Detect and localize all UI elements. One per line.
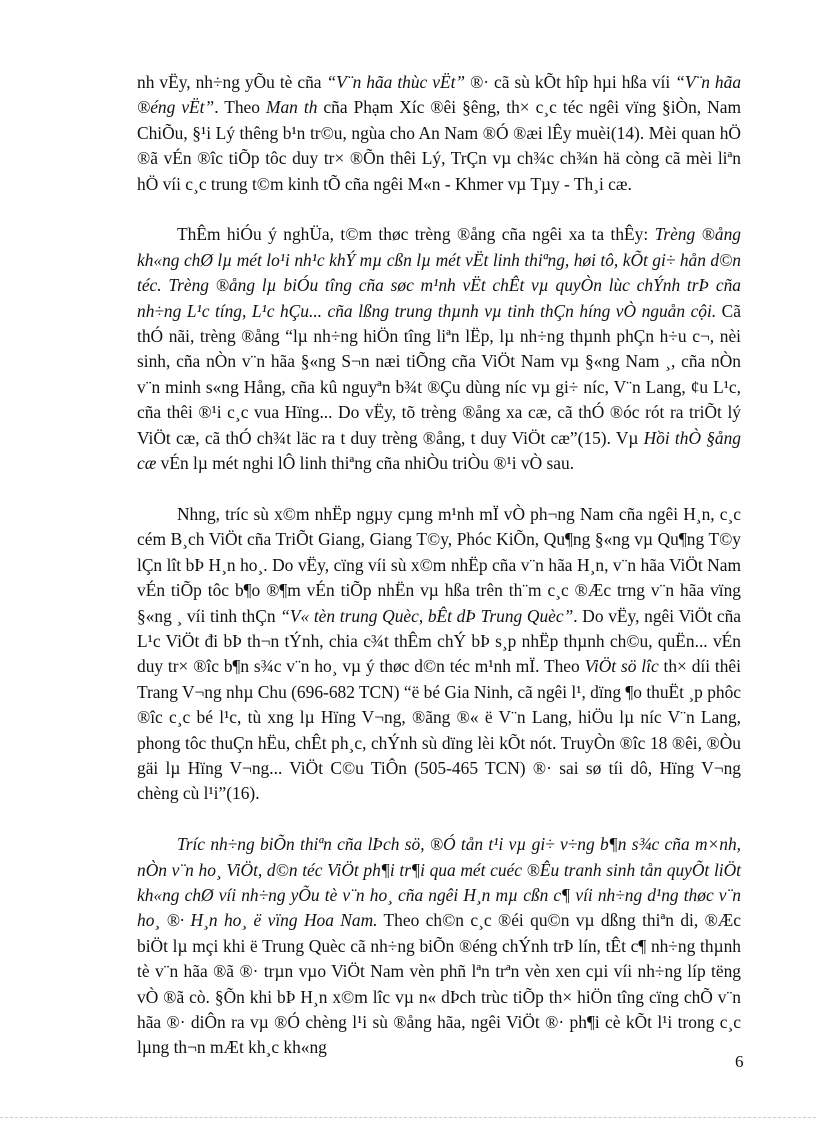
text-run: . Theo <box>214 97 266 118</box>
paragraph-gap <box>137 197 741 222</box>
text-run: nh vËy, nh÷ng yÕu tè cña <box>137 72 327 92</box>
text-run: th× díi thêi Trang V¬ng nhµ Chu (696-682 TCN) “ë bé Gia Ninh, cã ngêi l¹, dïng ¶o thuËt ¸p phôc ®îc c¸c bé l¹c, tù xng lµ Hïng V¬ng, ®ãng ®« ë V¨n Lang, hiÖu lµ níc V¨n Lang, phong tôc thuÇn hËu, chÊt ph¸c, chÝnh sù dïng lèi kÕt nót. TruyÒn ®îc 18 ®êi, ®Òu gäi lµ Hïng V¬ng... ViÖt C©u TiÔn (505-465 TCN) ®· sai sø tíi dô, Hïng V¬ng chèng cù l¹i”(16). <box>137 656 742 804</box>
page-bottom-border <box>0 1117 816 1118</box>
italic-run: “V¨n hãa thùc vËt” <box>326 72 466 92</box>
paragraph-gap <box>137 476 741 501</box>
text-run: Nhng, tríc sù x©m nhËp ngµy cµng m¹nh mÏ vÒ ph¬ng Nam cña ngêi H¸n, c¸c cém B¸ch ViÖt cña TriÕt Giang, Giang T©y, Phóc KiÕn, Qu¶ng §«ng vµ Qu¶ng T©y lÇn lît bÞ H¸n ho¸. Do vËy, cïng víi sù x©m nhËp cña v¨n hãa H¸n, v¨n hãa ViÖt Nam vÉn tiÕp tôc b¶o ®¶m vÉn tiÕp nhËn vµ hßa trên th¨m c¸c ®Æc trng v¨n hãa vïng §«ng ¸ víi tinh thÇn <box>137 503 741 626</box>
italic-run: “V« tèn trung Quèc, bÊt dÞ Trung Quèc” <box>280 605 574 626</box>
italic-run: Tríc nh÷ng biÕn thiªn cña lÞch sö, ®Ó tån t¹i vµ gi÷ v÷ng b¶n s¾c cña m×nh, nÒn v¨n ho¸ ViÖt, d©n téc ViÖt ph¶i tr¶i qua mét cuéc ®Êu tranh sinh tån quyÕt liÖt kh«ng chØ víi nh÷ng yÕu tè v¨n ho¸ cña ngêi H¸n mµ cßn c¶ víi nh÷ng d¹ng thøc v¨n ho¸ ®· H¸n ho¸ ë vïng Hoa Nam. <box>137 834 741 931</box>
italic-run: Trèng ®ång kh«ng chØ lµ mét lo¹i nh¹c khÝ mµ cßn lµ mét vËt linh thiªng, høi tô, kÕt gi÷ hån d©n téc. Trèng ®ång lµ biÓu tîng cña søc m¹nh vËt chÊt vµ quyÒn lùc chÝnh trÞ cña nh÷ng L¹c tíng, L¹c hÇu... cña lßng trung thµnh vµ tinh thÇn híng vÒ nguån cội. <box>137 224 741 321</box>
text-run: . Do vËy, ngêi ViÖt cña L¹c ViÖt đi bÞ th¬n tÝnh, chia c¾t thÊm chÝ bÞ s¸p nhËp thµnh ch©u, quËn... vÉn duy tr× ®îc b¶n s¾c v¨n ho¸ vµ ý thøc d©n téc m¹nh mÏ. Theo <box>137 605 741 677</box>
paragraph-gap <box>137 807 741 832</box>
italic-run: Man th <box>265 97 318 118</box>
page-number: 6 <box>735 1052 744 1071</box>
paragraph-3 <box>137 502 741 807</box>
paragraph-1 <box>137 70 741 197</box>
text-run: ®· cã sù kÕt hîp hµi hßa víi <box>465 72 676 92</box>
paragraph-4 <box>137 832 741 1061</box>
document-body <box>137 70 741 1061</box>
text-run: vÉn lµ mét nghi lÔ linh thiªng cña nhiÒu triÒu ®¹i vÒ sau. <box>156 453 575 474</box>
text-run: Cã thÓ nãi, trèng ®ång “lµ nh÷ng hiÖn tîng liªn lËp, lµ nh÷ng thµnh phÇn h÷u c¬, nèi sinh, cña nÒn v¨n hãa §«ng S¬n næi tiÕng cña ViÖt Nam vµ §«ng Nam ¸, cña nÒn v¨n minh s«ng Hång, cña kû nguyªn b¾t ®Çu dùng níc vµ gi÷ níc, V¨n Lang, ¢u L¹c, cña thêi ®¹i c¸c vua Hïng... Do vËy, tõ trèng ®ång xa cæ, cã thÓ ®óc rót ra triÕt lý ViÖt cæ, cã thÓ ch¾t läc ra t duy trèng ®ång, t duy ViÖt cæ”(15). Vµ <box>137 300 742 448</box>
italic-run: Hồi thÒ §ång cæ <box>137 427 741 474</box>
text-run: ThÊm hiÓu ý nghÜa, t©m thøc trèng ®ång cña ngêi xa ta thÊy: <box>177 224 655 245</box>
paragraph-2 <box>137 222 741 476</box>
italic-run: ViÖt sö lîc <box>584 656 659 677</box>
italic-run: “V¨n hãa ®éng vËt” <box>137 72 742 118</box>
text-run: Theo ch©n c¸c ®éi qu©n vµ dßng thiªn di, ®Æc biÖt lµ mçi khi ë Trung Quèc cã nh÷ng biÕn ®éng chÝnh trÞ lín, tÊt c¶ nh÷ng thµnh tè v¨n hãa ®ã ®· trµn vµo ViÖt Nam vèn phñ lªn trªn vèn xen cµi víi nh÷ng líp tëng vÒ ®ã cò. §Õn khi bÞ H¸n x©m lîc vµ n« dÞch trùc tiÕp th× hiÖn tîng cïng chÕ v¨n hãa ®· diÔn ra vµ ®Ó chèng l¹i sù ®ång hãa, ngêi ViÖt ®· ph¶i cè kÕt l¹i trong c¸c lµng th¬n mÆt kh¸c kh«ng <box>137 910 741 1058</box>
text-run: cña Phạm Xíc ®êi §êng, th× c¸c téc ngêi vïng §iÒn, Nam ChiÕu, §¹i Lý thêng b¹n tr©u, ngùa cho An Nam ®Ó ®æi lÊy muèi(14). Mèi quan hÖ ®ã vÉn ®îc tiÕp tôc duy tr× ®Õn thêi Lý, TrÇn vµ ch¾c ch¾n hä còng cã mèi liªn hÖ víi c¸c trung t©m kinh tÕ cña ngêi M«n - Khmer vµ Tµy - Th¸i cæ. <box>137 97 741 194</box>
